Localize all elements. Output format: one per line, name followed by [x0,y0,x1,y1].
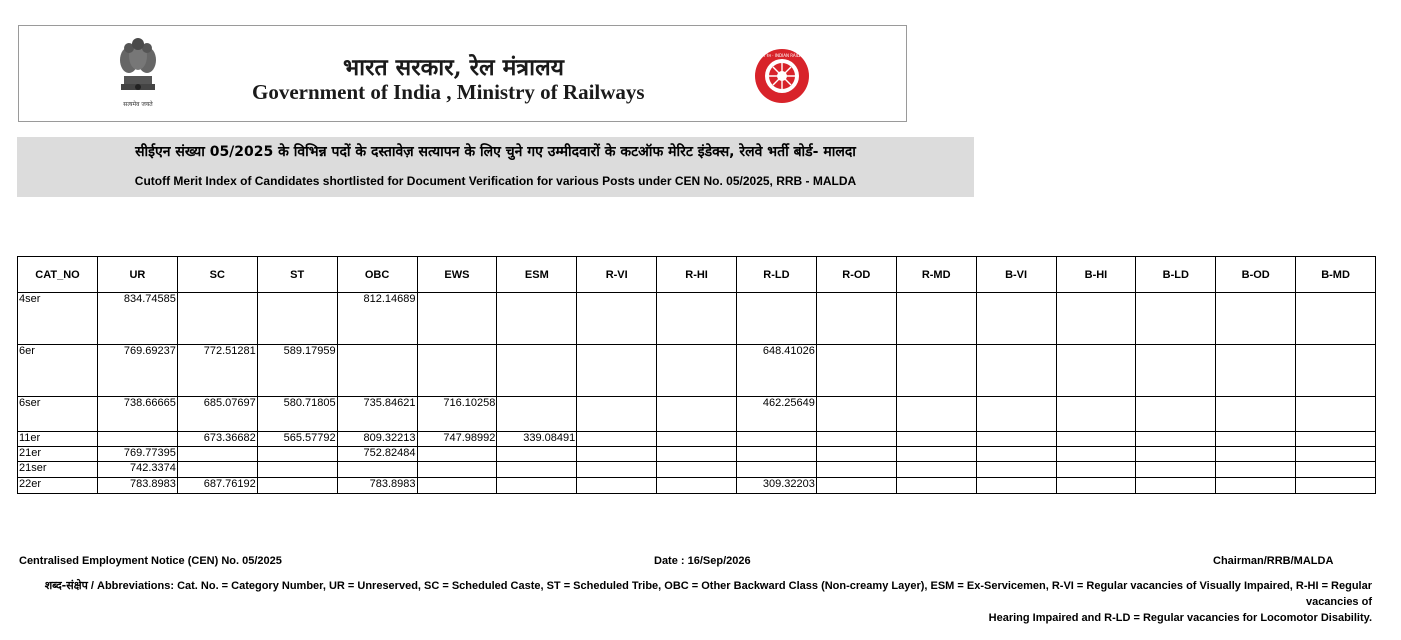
cutoff-cell [1296,432,1376,447]
cutoff-cell [177,462,257,478]
column-header: ST [257,257,337,293]
cutoff-cell: 716.10258 [417,397,497,432]
abbreviations-label-hindi: शब्द-संक्षेप [44,579,88,592]
cutoff-cell [1296,447,1376,462]
cutoff-cell [577,397,657,432]
table-row [18,478,1376,494]
table-row [18,432,1376,447]
cutoff-cell [1056,432,1136,447]
cutoff-cell [896,432,976,447]
cutoff-cell [497,478,577,494]
cutoff-cell: 648.41026 [737,345,817,397]
national-emblem-icon [116,36,160,112]
svg-text:भारतीय रेल · INDIAN RAILWAYS: भारतीय रेल · INDIAN RAILWAYS [754,53,810,58]
cen-number: Centralised Employment Notice (CEN) No. 05/2025 [19,555,282,567]
cutoff-cell [1216,447,1296,462]
indian-railways-logo-icon [752,48,812,104]
cutoff-cell: 589.17959 [257,345,337,397]
table-body [18,293,1376,494]
category-cell: 21ser [18,462,98,478]
cutoff-cell [257,478,337,494]
category-cell: 21er [18,447,98,462]
cutoff-cell [976,397,1056,432]
column-header: R-OD [816,257,896,293]
svg-text:सत्यमेव जयते: सत्यमेव जयते [123,101,153,108]
abbreviations-line2: Hearing Impaired and R-LD = Regular vacancies for Locomotor Disability. [988,612,1372,624]
cutoff-cell [417,462,497,478]
cutoff-cell [497,447,577,462]
cutoff-cell [417,478,497,494]
cutoff-cell [1136,478,1216,494]
signatory: Chairman/RRB/MALDA [1213,555,1334,567]
cutoff-cell [1136,293,1216,345]
notice-banner [17,137,974,197]
cutoff-cell [896,345,976,397]
cutoff-cell: 783.8983 [98,478,178,494]
category-cell: 11er [18,432,98,447]
cutoff-cell [657,478,737,494]
banner-title-english: Cutoff Merit Index of Candidates shortlisted for Document Verification for various Posts under CEN No. 05/2025, RRB - MALDA [134,174,857,188]
cutoff-cell [177,293,257,345]
table-header-row [18,257,1376,293]
cutoff-cell [816,397,896,432]
cutoff-cell: 735.84621 [337,397,417,432]
column-header: CAT_NO [18,257,98,293]
cutoff-cell [497,397,577,432]
column-header: SC [177,257,257,293]
cutoff-cell [1216,345,1296,397]
cutoff-cell [417,447,497,462]
cutoff-cell [896,397,976,432]
cutoff-cell [1056,293,1136,345]
cutoff-cell [816,293,896,345]
cutoff-cell [577,432,657,447]
cutoff-cell [1296,293,1376,345]
abbreviations-line1: / Abbreviations: Cat. No. = Category Number, UR = Unreserved, SC = Scheduled Caste, ST = Scheduled Tribe, OBC = Other Backward Class (Non-creamy Layer), ESM = Ex-Servicemen, R-VI = Regular vacancies of Visually Impaired, R-HI = Regular vacancies of [87,580,1372,608]
cutoff-cell: 783.8983 [337,478,417,494]
cutoff-cell [417,293,497,345]
cutoff-cell [896,447,976,462]
column-header: B-MD [1296,257,1376,293]
cutoff-cell [497,345,577,397]
column-header: B-VI [976,257,1056,293]
column-header: B-OD [1216,257,1296,293]
cutoff-cell [1216,478,1296,494]
cutoff-cell: 769.69237 [98,345,178,397]
cutoff-cell [737,293,817,345]
cutoff-cell: 673.36682 [177,432,257,447]
english-title: Government of India , Ministry of Railways [252,80,645,104]
cutoff-cell [497,462,577,478]
cutoff-cell [417,345,497,397]
table-row [18,345,1376,397]
cutoff-cell [976,478,1056,494]
cutoff-cell [1296,345,1376,397]
cutoff-cell: 742.3374 [98,462,178,478]
cutoff-cell [1136,432,1216,447]
cutoff-cell [1216,397,1296,432]
cutoff-merit-table [17,256,1376,494]
cutoff-cell [976,345,1056,397]
column-header: ESM [497,257,577,293]
cutoff-cell [337,345,417,397]
cutoff-cell [1296,397,1376,432]
cutoff-cell [816,478,896,494]
cutoff-cell: 339.08491 [497,432,577,447]
cutoff-cell [1136,345,1216,397]
cutoff-cell [1216,462,1296,478]
cutoff-cell [976,447,1056,462]
cutoff-cell [1136,397,1216,432]
cutoff-cell [1296,462,1376,478]
table-row [18,447,1376,462]
cutoff-cell [257,293,337,345]
cutoff-cell [816,462,896,478]
cutoff-cell [177,447,257,462]
cutoff-cell: 834.74585 [98,293,178,345]
column-header: B-LD [1136,257,1216,293]
cutoff-cell [657,397,737,432]
category-cell: 4ser [18,293,98,345]
table-row [18,397,1376,432]
cutoff-cell [1296,478,1376,494]
cutoff-cell [577,478,657,494]
table-row [18,293,1376,345]
cutoff-cell [1056,345,1136,397]
cutoff-cell [976,462,1056,478]
cutoff-cell [577,293,657,345]
cutoff-cell [737,462,817,478]
cutoff-cell [816,432,896,447]
cutoff-cell [1136,447,1216,462]
cutoff-cell: 747.98992 [417,432,497,447]
column-header: R-VI [577,257,657,293]
cutoff-cell: 580.71805 [257,397,337,432]
cutoff-cell: 772.51281 [177,345,257,397]
abbreviations-note [20,578,1372,626]
column-header: UR [98,257,178,293]
cutoff-cell [737,432,817,447]
cutoff-cell [657,432,737,447]
banner-title-hindi: सीईएन संख्या 05/2025 के विभिन्न पदों के दस्तावेज़ सत्यापन के लिए चुने गए उम्मीदवारों के कटऑफ मेरिट इंडेक्स, रेलवे भर्ती बोर्ड- मालदा [135,144,856,160]
category-cell: 6ser [18,397,98,432]
column-header: R-LD [737,257,817,293]
cutoff-cell: 812.14689 [337,293,417,345]
cutoff-cell [657,447,737,462]
cutoff-cell [976,432,1056,447]
cutoff-cell [1056,447,1136,462]
cutoff-cell [1056,397,1136,432]
cutoff-cell: 809.32213 [337,432,417,447]
letterhead [18,25,907,122]
hindi-title: भारत सरकार, रेल मंत्रालय [343,54,564,81]
cutoff-cell: 769.77395 [98,447,178,462]
column-header: OBC [337,257,417,293]
cutoff-cell [976,293,1056,345]
cutoff-cell: 752.82484 [337,447,417,462]
category-cell: 6er [18,345,98,397]
cutoff-cell [577,462,657,478]
cutoff-cell [816,447,896,462]
cutoff-cell: 565.57792 [257,432,337,447]
cutoff-cell [896,462,976,478]
cutoff-cell [98,432,178,447]
cutoff-cell [1056,478,1136,494]
column-header: R-MD [896,257,976,293]
category-cell: 22er [18,478,98,494]
cutoff-cell: 309.32203 [737,478,817,494]
cutoff-cell: 685.07697 [177,397,257,432]
cutoff-cell [1136,462,1216,478]
table-row [18,462,1376,478]
cutoff-cell [657,345,737,397]
cutoff-cell [497,293,577,345]
column-header: R-HI [657,257,737,293]
cutoff-cell [657,462,737,478]
cutoff-cell [737,447,817,462]
cutoff-cell [257,447,337,462]
cutoff-cell: 687.76192 [177,478,257,494]
cutoff-cell [896,478,976,494]
cutoff-cell [577,345,657,397]
column-header: EWS [417,257,497,293]
cutoff-cell [657,293,737,345]
cutoff-cell [896,293,976,345]
cutoff-cell [1216,432,1296,447]
cutoff-cell: 462.25649 [737,397,817,432]
cutoff-cell [577,447,657,462]
cutoff-cell [816,345,896,397]
cutoff-cell [337,462,417,478]
column-header: B-HI [1056,257,1136,293]
cutoff-cell [257,462,337,478]
cutoff-cell [1056,462,1136,478]
cutoff-cell: 738.66665 [98,397,178,432]
notice-date: Date : 16/Sep/2026 [654,555,751,567]
cutoff-cell [1216,293,1296,345]
